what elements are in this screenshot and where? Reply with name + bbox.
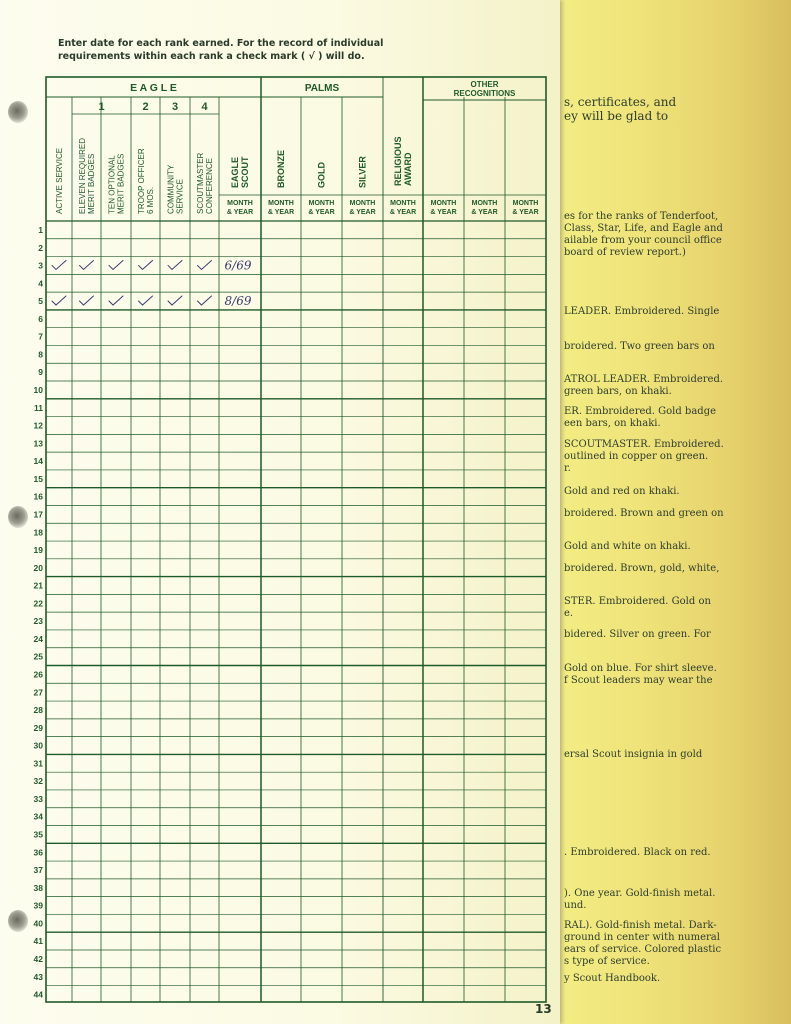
row-number: 21	[33, 580, 43, 591]
handwritten-eagle-date: 6/69	[224, 258, 252, 273]
page-number: 13	[535, 1002, 552, 1016]
facing-page-line: broidered. Two green bars on	[564, 341, 715, 352]
facing-page-line: een bars, on khaki.	[564, 418, 661, 429]
instructions-line-2: requirements within each rank a check mark ( √ ) will do.	[58, 51, 365, 62]
row-number: 43	[33, 971, 43, 982]
row-number: 13	[33, 438, 43, 449]
facing-page-line: ). One year. Gold-finish metal.	[564, 888, 716, 899]
column-label: MERIT BADGES	[116, 153, 126, 214]
month-year-label: & YEAR	[430, 209, 457, 216]
check-mark	[198, 260, 212, 269]
row-number: 40	[33, 918, 43, 929]
check-mark	[52, 260, 66, 269]
facing-page-line: broidered. Brown and green on	[564, 508, 724, 519]
facing-page-line: es for the ranks of Tenderfoot,	[564, 211, 719, 222]
month-year-label: & YEAR	[349, 209, 376, 216]
month-year-label: MONTH	[308, 200, 335, 207]
facing-page	[540, 0, 791, 1024]
row-number: 39	[33, 900, 43, 911]
facing-page-line: ears of service. Colored plastic	[564, 944, 722, 955]
row-number: 16	[33, 491, 43, 502]
column-label: COMMUNITY	[166, 164, 176, 214]
row-number: 30	[33, 740, 43, 751]
column-label: BRONZE	[276, 150, 287, 188]
row-number: 26	[33, 669, 43, 680]
check-mark	[139, 260, 153, 269]
month-year-label: MONTH	[512, 200, 539, 207]
row-number: 44	[33, 989, 43, 1000]
facing-page-line: ersal Scout insignia in gold	[564, 749, 703, 760]
facing-page-line: ATROL LEADER. Embroidered.	[564, 374, 724, 385]
row-number: 22	[33, 598, 43, 609]
requirement-number: 3	[171, 101, 179, 113]
row-number: 29	[33, 722, 43, 733]
row-number: 14	[33, 456, 43, 467]
facing-page-line: und.	[564, 900, 587, 911]
row-number: 3	[38, 260, 43, 271]
row-number: 35	[33, 829, 43, 840]
instructions-line-1: Enter date for each rank earned. For the record of individual	[58, 38, 384, 49]
facing-page-line: y Scout Handbook.	[564, 973, 661, 984]
facing-page-line: Gold and white on khaki.	[564, 541, 691, 552]
row-number: 2	[38, 242, 43, 253]
month-year-label: & YEAR	[389, 209, 417, 216]
column-label: SILVER	[357, 156, 368, 188]
month-year-label: & YEAR	[308, 209, 335, 216]
column-label: SCOUT	[240, 156, 251, 188]
column-label: GOLD	[316, 162, 327, 188]
month-year-label: & YEAR	[512, 209, 539, 216]
month-year-label: & YEAR	[267, 209, 295, 216]
facing-page-line: Class, Star, Life, and Eagle and	[564, 223, 723, 234]
check-mark	[80, 260, 94, 269]
column-label: TROOP OFFICER	[136, 148, 146, 214]
facing-page-line: f Scout leaders may wear the	[564, 675, 713, 686]
month-year-label: MONTH	[390, 200, 416, 207]
column-label: TEN OPTIONAL	[107, 155, 117, 214]
handwritten-eagle-date: 8/69	[224, 294, 252, 309]
row-number: 7	[38, 331, 43, 342]
row-number: 9	[38, 367, 43, 378]
facing-page-line: r.	[564, 463, 571, 474]
column-label: 6 MOS.	[145, 186, 155, 214]
column-label: ACTIVE SERVICE	[54, 147, 64, 214]
row-number: 23	[33, 616, 43, 627]
facing-page-line: ground in center with numeral	[564, 932, 720, 943]
column-label: CONFERENCE	[204, 157, 214, 214]
month-year-label: MONTH	[349, 200, 376, 207]
row-number: 19	[33, 545, 43, 556]
row-number: 41	[33, 936, 43, 947]
requirement-number: 2	[142, 101, 149, 113]
facing-page-line: . Embroidered. Black on red.	[564, 847, 711, 858]
column-label: EAGLE	[230, 156, 241, 188]
facing-page-line: LEADER. Embroidered. Single	[564, 306, 720, 317]
group-label-eagle: E A G L E	[130, 82, 177, 94]
facing-page-line: ey will be glad to	[564, 109, 669, 123]
month-year-label: & YEAR	[471, 209, 498, 216]
month-year-label: MONTH	[227, 200, 253, 207]
row-number: 36	[33, 847, 43, 858]
facing-page-line: ER. Embroidered. Gold badge	[564, 406, 717, 417]
column-label: ELEVEN REQUIRED	[77, 137, 87, 214]
facing-page-line: board of review report.)	[564, 247, 686, 258]
group-label-other-1: OTHER	[470, 80, 499, 89]
column-label: SERVICE	[175, 179, 185, 214]
row-number: 24	[33, 633, 43, 644]
facing-page-line: s type of service.	[564, 956, 650, 967]
row-number: 6	[38, 313, 43, 324]
row-number: 12	[33, 420, 43, 431]
month-year-label: MONTH	[471, 200, 498, 207]
row-number: 28	[33, 705, 43, 716]
row-number: 18	[33, 527, 43, 538]
facing-page-line: Gold and red on khaki.	[564, 486, 680, 497]
column-label: MERIT BADGES	[86, 153, 96, 214]
check-mark	[198, 296, 212, 305]
row-number: 37	[33, 865, 43, 876]
facing-page-line: ailable from your council office	[564, 235, 722, 246]
facing-page-line: s, certificates, and	[564, 95, 677, 109]
row-number: 31	[33, 758, 43, 769]
check-mark	[80, 296, 94, 305]
facing-page-line: e.	[564, 608, 574, 619]
row-number: 33	[33, 793, 43, 804]
column-label: AWARD	[403, 152, 414, 186]
facing-page-line: outlined in copper on green.	[564, 451, 709, 462]
facing-page-line: broidered. Brown, gold, white,	[564, 563, 720, 574]
check-mark	[168, 296, 182, 305]
facing-page-line: RAL). Gold-finish metal. Dark-	[564, 920, 717, 931]
check-mark	[109, 260, 123, 269]
month-year-label: MONTH	[268, 200, 294, 207]
column-label: SCOUTMASTER	[195, 152, 205, 214]
row-number: 8	[38, 349, 43, 360]
check-mark	[139, 296, 153, 305]
group-label-palms: PALMS	[304, 83, 340, 94]
row-number: 42	[33, 953, 43, 964]
requirement-number: 1	[98, 101, 105, 113]
facing-page-line: STER. Embroidered. Gold on	[564, 596, 711, 607]
facing-page-line: Gold on blue. For shirt sleeve.	[564, 663, 717, 674]
month-year-label: & YEAR	[226, 209, 254, 216]
facing-page-line: green bars, on khaki.	[564, 386, 672, 397]
column-label: RELIGIOUS	[393, 136, 404, 186]
check-mark	[109, 296, 123, 305]
row-number: 15	[33, 473, 43, 484]
requirement-number: 4	[201, 101, 208, 113]
row-number: 34	[33, 811, 43, 822]
check-mark	[52, 296, 66, 305]
row-number: 38	[33, 882, 43, 893]
facing-page-line: bidered. Silver on green. For	[564, 629, 711, 640]
facing-page-line: SCOUTMASTER. Embroidered.	[564, 439, 724, 450]
check-mark	[168, 260, 182, 269]
row-number: 32	[33, 776, 43, 787]
group-label-other-2: RECOGNITIONS	[453, 89, 516, 98]
row-number: 27	[33, 687, 43, 698]
row-number: 17	[33, 509, 43, 520]
row-number: 11	[34, 402, 43, 413]
row-number: 5	[38, 296, 43, 307]
row-number: 1	[38, 225, 43, 235]
month-year-label: MONTH	[430, 200, 457, 207]
row-number: 20	[33, 562, 43, 573]
row-number: 10	[33, 385, 43, 396]
row-number: 4	[38, 278, 43, 289]
row-number: 25	[33, 651, 43, 662]
